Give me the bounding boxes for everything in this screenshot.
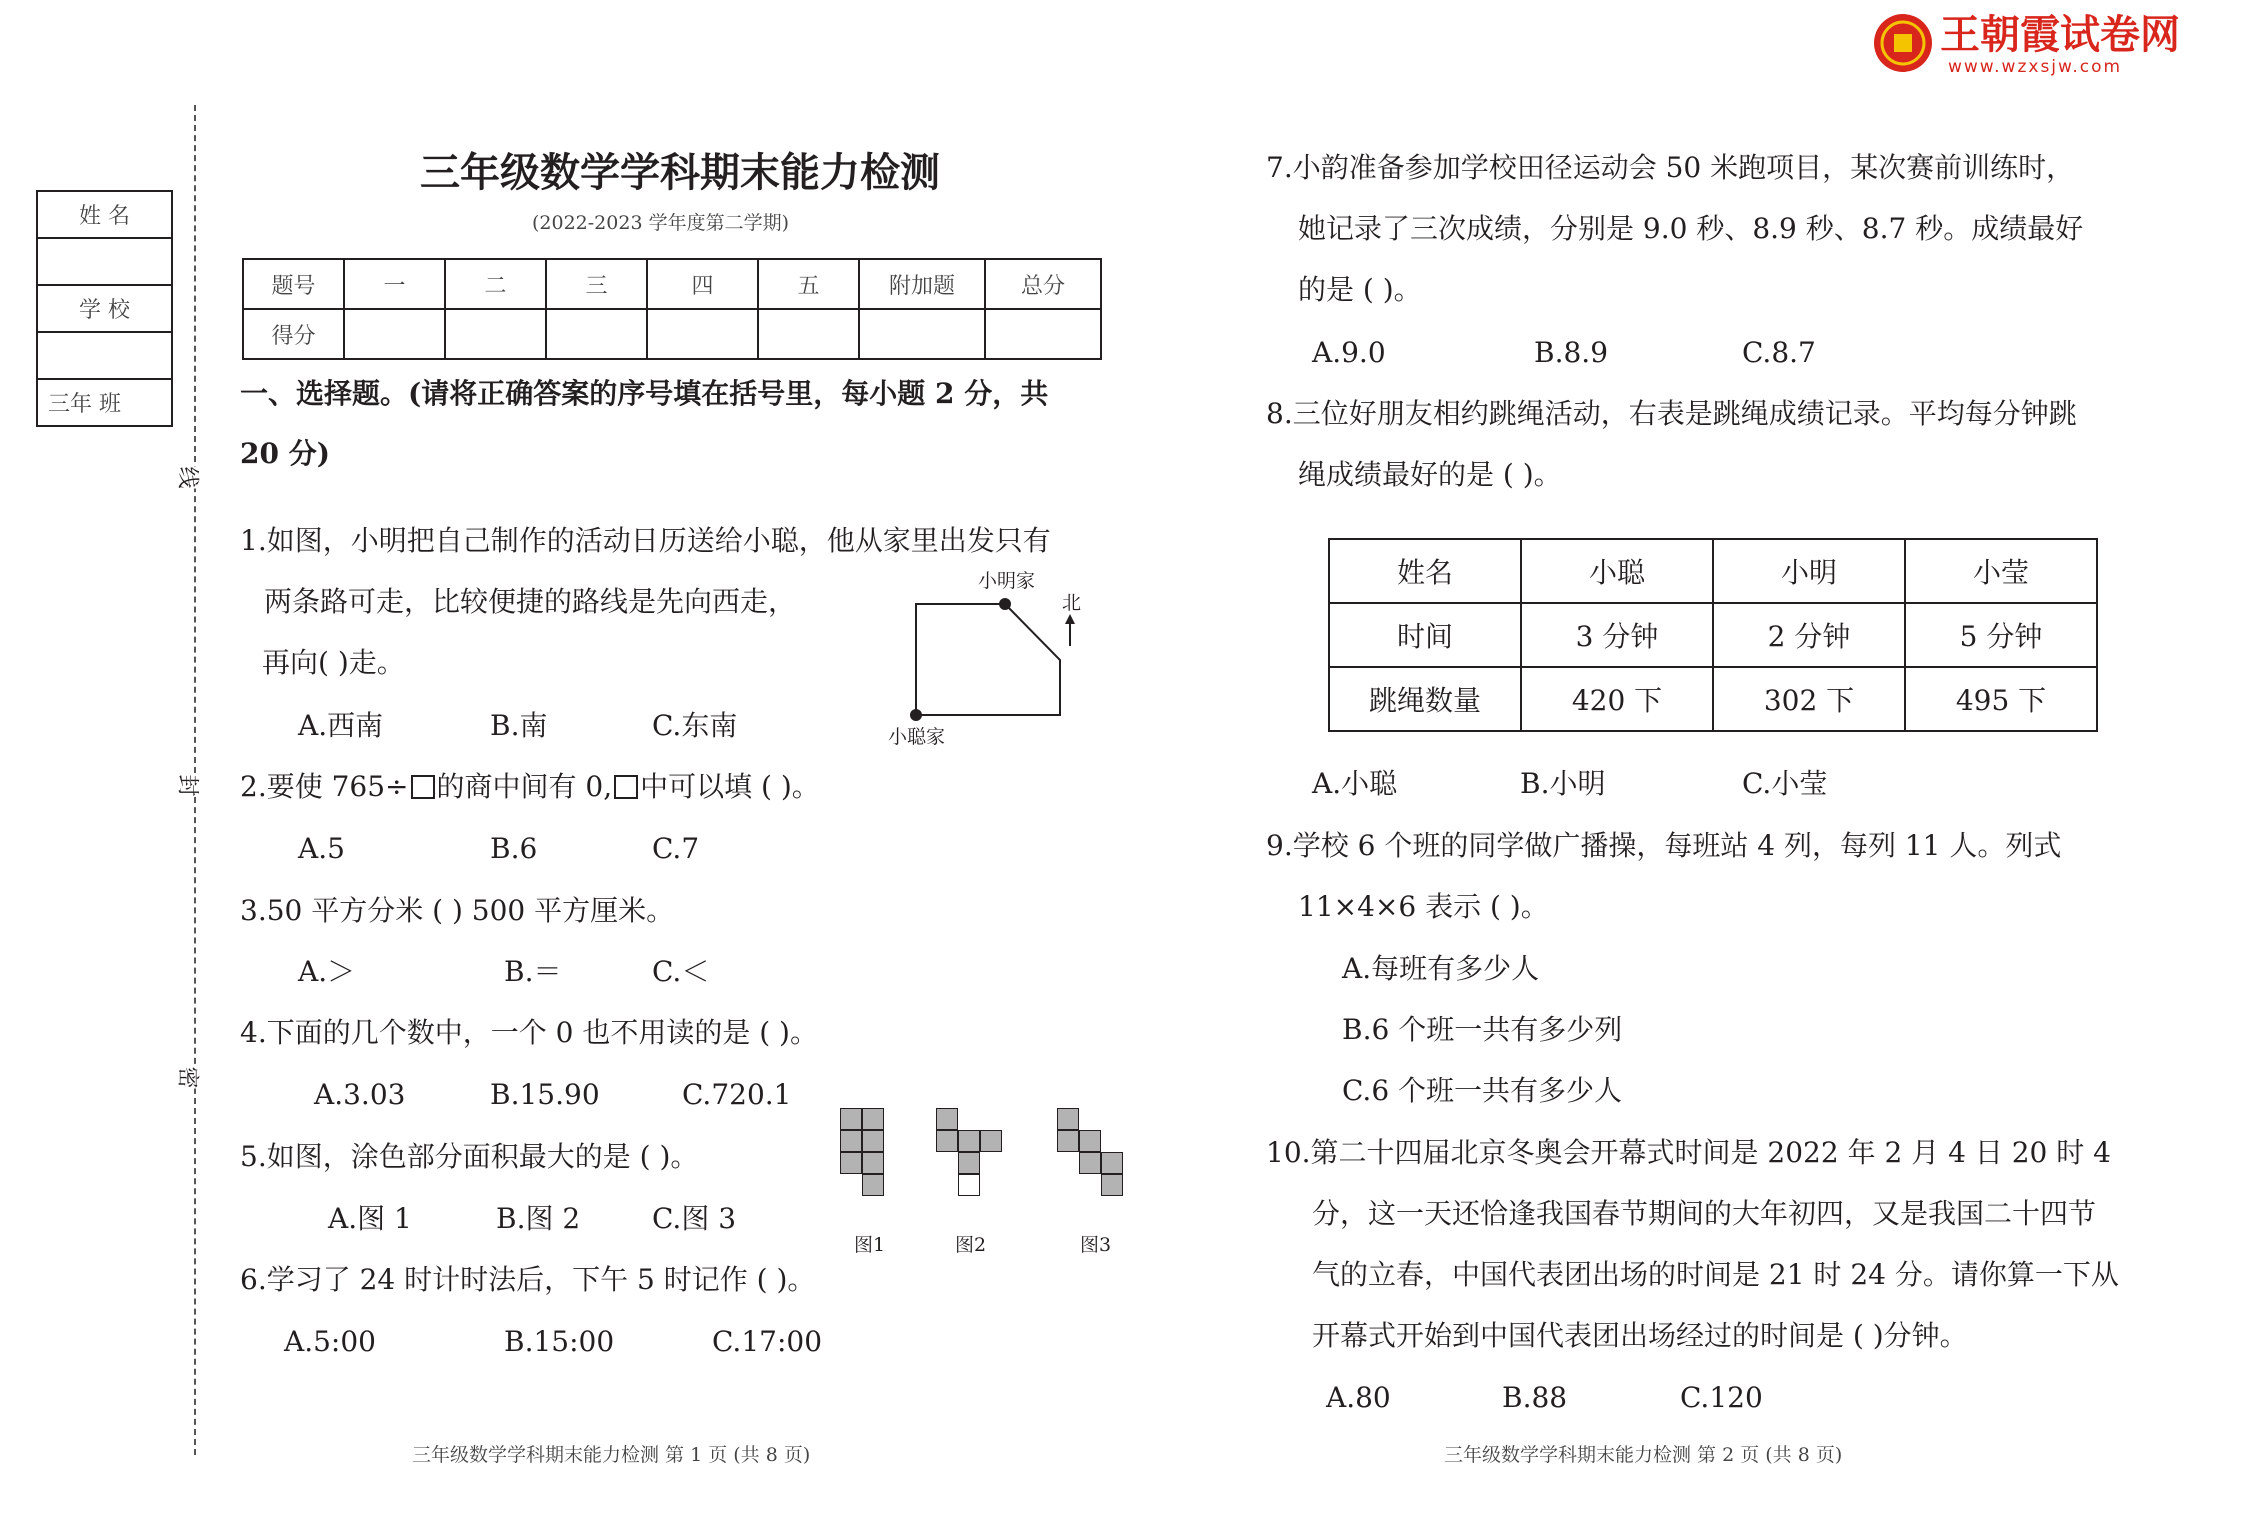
q2-suffix: 中可以填 ( )。: [640, 770, 820, 803]
score-head-cell: 二: [445, 259, 546, 309]
q10-option-b[interactable]: B.88: [1502, 1381, 1568, 1414]
q9-option-c[interactable]: C.6 个班一共有多少人: [1342, 1074, 1623, 1107]
school-label: 学 校: [37, 285, 172, 332]
table-header-cell: 小莹: [1905, 539, 2097, 603]
table-header-cell: 小明: [1713, 539, 1905, 603]
north-label: 北: [1062, 592, 1082, 614]
table-cell: 2 分钟: [1713, 603, 1905, 667]
score-cell[interactable]: [546, 309, 647, 359]
score-head-cell: 总分: [985, 259, 1101, 309]
score-head-cell: 题号: [243, 259, 344, 309]
q1-text-2: 两条路可走，比较便捷的路线是先向西走，: [264, 585, 797, 618]
q8-option-a[interactable]: A.小聪: [1312, 767, 1398, 800]
student-info-box: [36, 190, 173, 427]
q1-route-map: [880, 560, 1100, 750]
name-field: [37, 238, 172, 285]
table-cell: 跳绳数量: [1329, 667, 1521, 731]
score-cell[interactable]: [344, 309, 445, 359]
q5-fig-label-3: 图3: [1080, 1234, 1112, 1256]
table-cell: 5 分钟: [1905, 603, 2097, 667]
q7-option-b[interactable]: B.8.9: [1534, 336, 1609, 369]
q5-figure-3: [1057, 1108, 1137, 1208]
q9-text-2: 11×4×6 表示 ( )。: [1298, 890, 1549, 923]
watermark-url: www.wzxsjw.com: [1948, 57, 2123, 77]
q5-text: 5.如图，涂色部分面积最大的是 ( )。: [240, 1140, 699, 1173]
q6-option-a[interactable]: A.5:00: [284, 1325, 376, 1358]
q10-text: 10.第二十四届北京冬奥会开幕式时间是 2022 年 2 月 4 日 20 时 4: [1266, 1136, 2111, 1169]
q2-text: [240, 767, 820, 807]
score-cell[interactable]: [445, 309, 546, 359]
q3-text: 3.50 平方分米 ( ) 500 平方厘米。: [240, 894, 675, 927]
section1-heading: 一、选择题。(请将正确答案的序号填在括号里，每小题 2 分，共: [240, 377, 1049, 410]
table-cell: 495 下: [1905, 667, 2097, 731]
q2-option-a[interactable]: A.5: [298, 832, 345, 865]
q9-text: 9.学校 6 个班的同学做广播操，每班站 4 列，每列 11 人。列式: [1266, 829, 2062, 862]
score-head-cell: 附加题: [859, 259, 985, 309]
q8-text-2: 绳成绩最好的是 ( )。: [1298, 458, 1562, 491]
q10-option-a[interactable]: A.80: [1326, 1381, 1391, 1414]
q10-option-c[interactable]: C.120: [1680, 1381, 1763, 1414]
score-row-label: 得分: [243, 309, 344, 359]
q2-prefix: 2.要使 765÷: [240, 770, 409, 803]
q7-text: 7.小韵准备参加学校田径运动会 50 米跑项目，某次赛前训练时，: [1266, 151, 2075, 184]
q8-option-b[interactable]: B.小明: [1520, 767, 1606, 800]
page-subtitle: (2022-2023 学年度第二学期): [532, 212, 789, 234]
q3-option-a[interactable]: A.＞: [298, 955, 356, 988]
table-cell: 时间: [1329, 603, 1521, 667]
footer-page-1: 三年级数学学科期末能力检测 第 1 页 (共 8 页): [412, 1444, 811, 1466]
score-head-cell: 一: [344, 259, 445, 309]
q4-text: 4.下面的几个数中，一个 0 也不用读的是 ( )。: [240, 1016, 818, 1049]
score-cell[interactable]: [859, 309, 985, 359]
table-header-cell: 姓名: [1329, 539, 1521, 603]
jump-rope-table: [1328, 538, 2098, 732]
table-cell: 302 下: [1713, 667, 1905, 731]
emblem-icon: [1872, 12, 1934, 74]
q7-text-2: 她记录了三次成绩，分别是 9.0 秒、8.9 秒、8.7 秒。成绩最好: [1298, 212, 2084, 245]
q3-option-b[interactable]: B.＝: [504, 955, 562, 988]
q6-option-c[interactable]: C.17:00: [712, 1325, 823, 1358]
watermark-logo: [1872, 12, 2192, 77]
q5-option-b[interactable]: B.图 2: [496, 1202, 581, 1235]
q4-option-b[interactable]: B.15.90: [490, 1078, 600, 1111]
page-title: 三年级数学学科期末能力检测: [420, 149, 940, 196]
q8-text: 8.三位好朋友相约跳绳活动，右表是跳绳成绩记录。平均每分钟跳: [1266, 397, 2077, 430]
score-head-cell: 四: [647, 259, 758, 309]
q5-option-c[interactable]: C.图 3: [652, 1202, 737, 1235]
q1-text: 1.如图，小明把自己制作的活动日历送给小聪，他从家里出发只有: [240, 524, 1051, 557]
score-table: [242, 258, 1102, 360]
class-label: 三年 班: [37, 379, 172, 426]
q1-option-b[interactable]: B.南: [490, 709, 548, 742]
watermark-brand: 王朝霞试卷网: [1940, 12, 2180, 58]
q5-figure-2: [936, 1108, 1016, 1208]
q1-option-c[interactable]: C.东南: [652, 709, 738, 742]
q5-figure-1: [840, 1108, 900, 1208]
q5-option-a[interactable]: A.图 1: [328, 1202, 412, 1235]
q8-option-c[interactable]: C.小莹: [1742, 767, 1828, 800]
q7-option-a[interactable]: A.9.0: [1312, 336, 1386, 369]
school-field: [37, 332, 172, 379]
table-cell: 3 分钟: [1521, 603, 1713, 667]
q10-text-4: 开幕式开始到中国代表团出场经过的时间是 ( )分钟。: [1312, 1319, 1968, 1352]
map-label-ming: 小明家: [978, 570, 1036, 592]
score-head-cell: 三: [546, 259, 647, 309]
q4-option-a[interactable]: A.3.03: [314, 1078, 406, 1111]
table-header-cell: 小聪: [1521, 539, 1713, 603]
score-cell[interactable]: [758, 309, 859, 359]
q7-text-3: 的是 ( )。: [1298, 273, 1422, 306]
binding-char-xian: 线: [174, 466, 205, 488]
q10-text-3: 气的立春，中国代表团出场的时间是 21 时 24 分。请你算一下从: [1312, 1258, 2119, 1291]
name-label: 姓 名: [37, 191, 172, 238]
blank-box: [614, 775, 638, 799]
q1-text-3: 再向( )走。: [262, 646, 405, 679]
q6-text: 6.学习了 24 时计时法后，下午 5 时记作 ( )。: [240, 1263, 816, 1296]
q6-option-b[interactable]: B.15:00: [504, 1325, 615, 1358]
score-cell[interactable]: [985, 309, 1101, 359]
footer-page-2: 三年级数学学科期末能力检测 第 2 页 (共 8 页): [1444, 1444, 1843, 1466]
score-cell[interactable]: [647, 309, 758, 359]
binding-char-mi: 密: [174, 1066, 205, 1088]
q2-option-c[interactable]: C.7: [652, 832, 700, 865]
q9-option-a[interactable]: A.每班有多少人: [1342, 952, 1540, 985]
binding-char-feng: 封: [174, 774, 205, 796]
q5-fig-label-2: 图2: [955, 1234, 987, 1256]
q2-option-b[interactable]: B.6: [490, 832, 538, 865]
score-head-cell: 五: [758, 259, 859, 309]
q2-middle: 的商中间有 0,: [436, 770, 613, 803]
table-cell: 420 下: [1521, 667, 1713, 731]
q1-option-a[interactable]: A.西南: [298, 709, 384, 742]
q3-option-c[interactable]: C.＜: [652, 955, 710, 988]
q7-option-c[interactable]: C.8.7: [1742, 336, 1816, 369]
q5-fig-label-1: 图1: [854, 1234, 886, 1256]
q4-option-c[interactable]: C.720.1: [682, 1078, 792, 1111]
map-label-cong: 小聪家: [888, 726, 946, 748]
q9-option-b[interactable]: B.6 个班一共有多少列: [1342, 1013, 1623, 1046]
blank-box: [411, 775, 435, 799]
section1-heading-cont: 20 分): [240, 437, 330, 470]
q10-text-2: 分，这一天还恰逢我国春节期间的大年初四，又是我国二十四节: [1312, 1197, 2097, 1230]
